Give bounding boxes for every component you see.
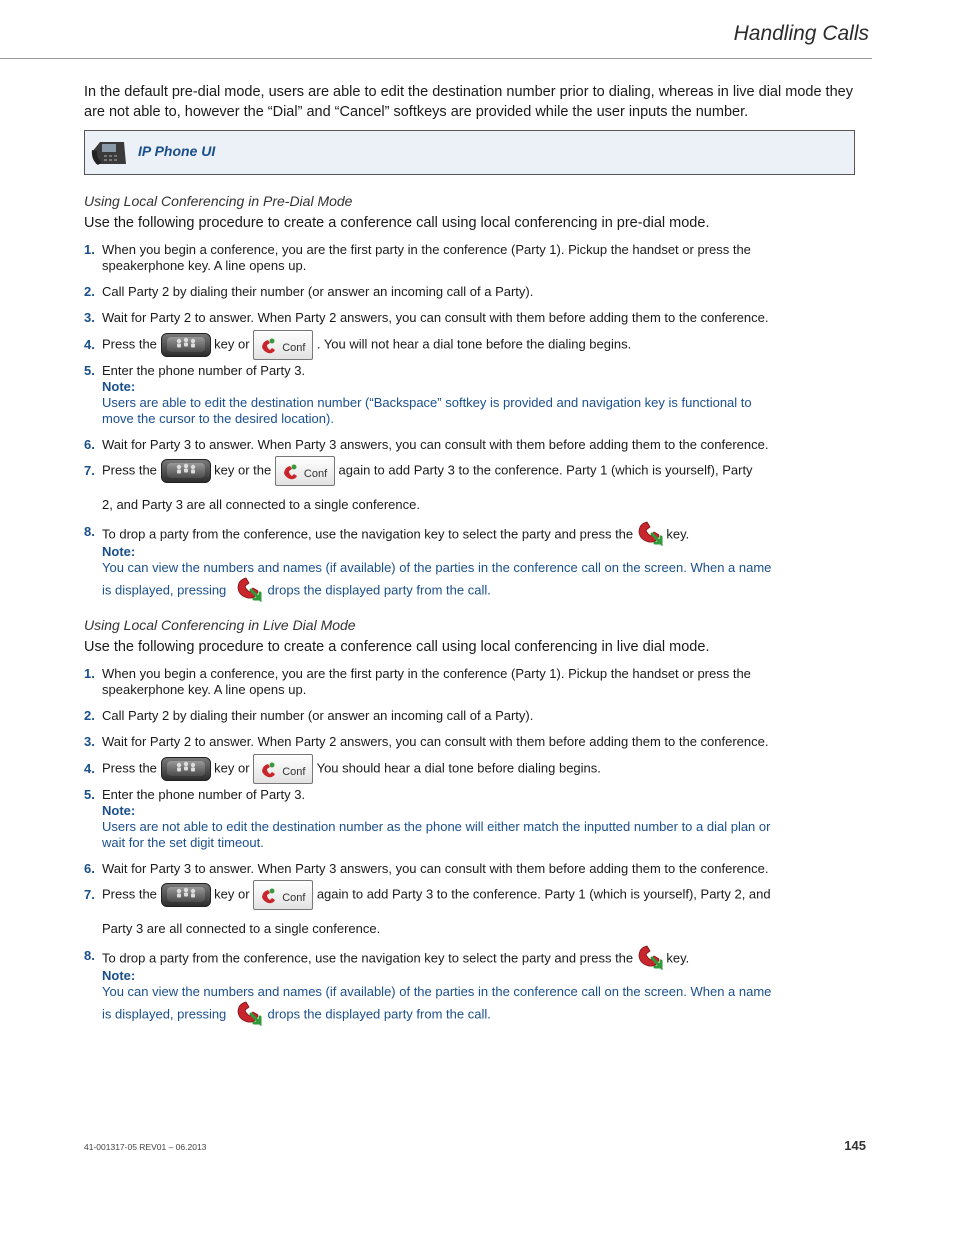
step-text: key or (214, 886, 250, 902)
step-text: Press the (102, 336, 157, 352)
ip-phone-icon (90, 138, 128, 173)
step-text: Wait for Party 2 to answer. When Party 2 answers, you can consult with them before adding them to the conference. (102, 310, 769, 325)
step-text: key. (666, 950, 690, 966)
step-text: Press the (102, 760, 157, 776)
conf-softkey-icon (253, 754, 313, 784)
conf-softkey-label: Conf (303, 468, 328, 480)
step-text: Call Party 2 by dialing their number (or answer an incoming call of a Party). (102, 284, 534, 299)
conf-softkey-icon (275, 456, 335, 486)
pre-dial-intro: Use the following procedure to create a conference call using local conferencing in pre-dial mode. (84, 215, 710, 231)
step-text: Wait for Party 3 to answer. When Party 3 answers, you can consult with them before adding them to the conference. (102, 437, 769, 452)
note-heading: Note: (102, 379, 136, 394)
step-text: key or (214, 760, 250, 776)
step-number: 7. (84, 463, 95, 478)
step-text: again to add Party 3 to the conference. Party 1 (which is yourself), Party 2, and (316, 886, 771, 902)
step-text: key. (666, 526, 690, 542)
step-text: To drop a party from the conference, use the navigation key to select the party and press the (102, 526, 634, 542)
pre-dial-title: Using Local Conferencing in Pre-Dial Mode (84, 193, 353, 209)
step-number: 8. (84, 524, 95, 539)
step-number: 6. (84, 861, 95, 876)
conference-key-icon (161, 757, 211, 781)
step-number: 8. (84, 948, 95, 963)
step-text: When you begin a conference, you are the first party in the conference (Party 1). Pickup the handset or press the speakerphone key. A line opens up. (102, 242, 751, 273)
step-text: Party 3 are all connected to a single conference. (102, 921, 381, 936)
note-text: Users are not able to edit the destination number as the phone will either match the inputted number to a dial plan or wait for the set digit timeout. (102, 819, 771, 850)
conference-key-icon (161, 333, 211, 357)
header-rule (0, 58, 872, 59)
drop-call-icon (637, 520, 663, 550)
page-number: 145 (844, 1138, 866, 1153)
note-text: You can view the numbers and names (if available) of the parties in the conference call on the screen. When a name (102, 984, 772, 999)
live-dial-intro: Use the following procedure to create a conference call using local conferencing in live dial mode. (84, 639, 710, 655)
step-text: When you begin a conference, you are the first party in the conference (Party 1). Pickup the handset or press the speakerphone key. A line opens up. (102, 666, 751, 697)
step-number: 2. (84, 708, 95, 723)
step-text: To drop a party from the conference, use the navigation key to select the party and press the (102, 950, 634, 966)
step-number: 5. (84, 787, 95, 802)
step-text: Press the (102, 462, 157, 478)
drop-call-icon (236, 1000, 262, 1030)
step-text: Call Party 2 by dialing their number (or answer an incoming call of a Party). (102, 708, 534, 723)
note-text: is displayed, pressing (102, 1006, 227, 1022)
note-text: You can view the numbers and names (if available) of the parties in the conference call on the screen. When a name (102, 560, 772, 575)
step-number: 3. (84, 734, 95, 749)
note-heading: Note: (102, 544, 136, 559)
note-text: Users are able to edit the destination number (“Backspace” softkey is provided and navigation key is functional to move the cursor to the desired location). (102, 395, 752, 426)
step-text: Wait for Party 2 to answer. When Party 2 answers, you can consult with them before adding them to the conference. (102, 734, 769, 749)
conf-softkey-icon (253, 880, 313, 910)
conf-softkey-icon (253, 330, 313, 360)
step-number: 4. (84, 337, 95, 352)
drop-call-icon (236, 576, 262, 606)
conference-key-icon (161, 459, 211, 483)
step-text: again to add Party 3 to the conference. Party 1 (which is yourself), Party (338, 462, 753, 478)
note-heading: Note: (102, 803, 136, 818)
step-number: 1. (84, 666, 95, 681)
conf-softkey-label: Conf (282, 892, 306, 904)
step-number: 1. (84, 242, 95, 257)
note-text: is displayed, pressing (102, 582, 227, 598)
step-number: 3. (84, 310, 95, 325)
step-text: You should hear a dial tone before dialing begins. (316, 760, 601, 776)
note-heading: Note: (102, 968, 136, 983)
conf-softkey-label: Conf (282, 342, 306, 354)
note-text: drops the displayed party from the call. (267, 582, 491, 598)
ip-phone-ui-label: IP Phone UI (138, 143, 216, 159)
step-number: 4. (84, 761, 95, 776)
step-text: Wait for Party 3 to answer. When Party 3 answers, you can consult with them before adding them to the conference. (102, 861, 769, 876)
live-dial-title: Using Local Conferencing in Live Dial Mode (84, 617, 356, 633)
drop-call-icon (637, 944, 663, 974)
step-text: key or (214, 336, 250, 352)
header-title: Handling Calls (733, 22, 869, 45)
footer-doc-id: 41-001317-05 REV01 – 06.2013 (84, 1142, 207, 1152)
step-text: 2, and Party 3 are all connected to a single conference. (102, 497, 420, 512)
step-text: key or the (214, 462, 272, 478)
step-number: 6. (84, 437, 95, 452)
step-text: . You will not hear a dial tone before the dialing begins. (316, 336, 632, 352)
step-number: 7. (84, 887, 95, 902)
step-number: 5. (84, 363, 95, 378)
intro-paragraph: In the default pre-dial mode, users are able to edit the destination number prior to dialing, whereas in live dial mode they are not able to, however the “Dial” and “Cancel” softkeys are provided while the user inputs the number. (84, 84, 853, 120)
step-text: Press the (102, 886, 157, 902)
step-number: 2. (84, 284, 95, 299)
step-text: Enter the phone number of Party 3. (102, 363, 306, 378)
ip-phone-ui-box (84, 130, 855, 175)
note-text: drops the displayed party from the call. (267, 1006, 491, 1022)
conference-key-icon (161, 883, 211, 907)
conf-softkey-label: Conf (282, 766, 306, 778)
step-text: Enter the phone number of Party 3. (102, 787, 306, 802)
